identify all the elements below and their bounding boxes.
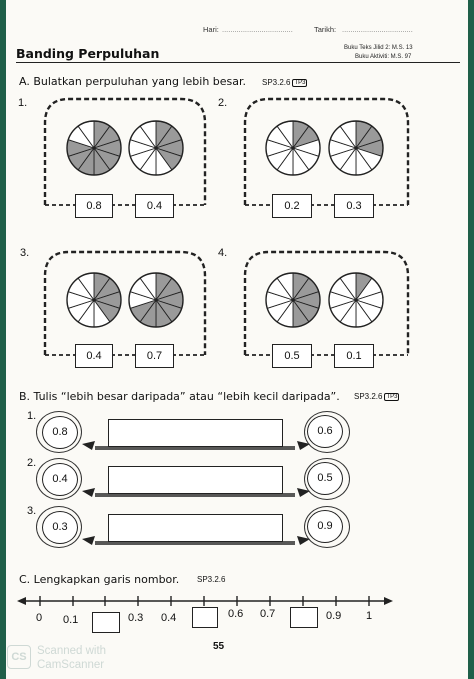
number-line-blank[interactable] [92, 612, 120, 633]
scanner-watermark-line1: Scanned with [37, 645, 107, 657]
tick-label: 0.3 [128, 612, 144, 624]
tarikh-field[interactable]: .................................. [342, 25, 413, 34]
tick-label: 1 [366, 610, 373, 622]
right-decimal-bubble: 0.6 [307, 415, 343, 448]
decimal-box[interactable]: 0.8 [75, 194, 113, 218]
scanner-watermark-line2: CamScanner [37, 659, 105, 671]
number-line-blank[interactable] [290, 607, 318, 628]
tarikh-label: Tarikh: [314, 25, 337, 34]
item-number: 1. [18, 97, 28, 109]
decimal-box[interactable]: 0.5 [272, 344, 312, 368]
item-number: 2. [27, 457, 37, 469]
section-c-standard: SP3.2.6 [197, 575, 226, 584]
decimal-box[interactable]: 0.1 [334, 344, 374, 368]
section-b-standard: SP3.2.6 TP3 [354, 392, 398, 401]
page-title: Banding Perpuluhan [16, 46, 160, 61]
tick-label: 0.4 [161, 612, 177, 624]
section-c-heading: C. Lengkapkan garis nombor. [19, 573, 180, 586]
item-number: 2. [218, 97, 228, 109]
page-number: 55 [213, 641, 225, 652]
textbook-reference: Buku Teks Jilid 2: M.S. 13 [344, 45, 413, 51]
tick-label: 0.1 [63, 614, 79, 626]
right-decimal-bubble: 0.9 [307, 510, 343, 543]
tick-label: 0.9 [326, 610, 342, 622]
left-decimal-bubble: 0.4 [42, 463, 78, 496]
decimal-box[interactable]: 0.2 [272, 194, 312, 218]
decimal-box[interactable]: 0.4 [135, 194, 174, 218]
item-number: 4. [218, 247, 228, 259]
hari-field[interactable]: .................................. [222, 25, 293, 34]
item-number: 3. [20, 247, 30, 259]
left-decimal-bubble: 0.8 [42, 416, 78, 449]
number-line-blank[interactable] [192, 607, 218, 628]
section-b-heading: B. Tulis “lebih besar daripada” atau “lebih kecil daripada”. [19, 390, 340, 403]
right-decimal-bubble: 0.5 [307, 462, 343, 495]
tick-label: 0 [36, 612, 43, 624]
section-a-heading: A. Bulatkan perpuluhan yang lebih besar. [19, 75, 247, 88]
activity-book-reference: Buku Aktiviti: M.S. 97 [355, 54, 412, 60]
item-number: 3. [27, 505, 37, 517]
tick-label: 0.7 [260, 608, 276, 620]
item-number: 1. [27, 410, 37, 422]
hari-label: Hari: [203, 25, 219, 34]
left-decimal-bubble: 0.3 [42, 511, 78, 544]
decimal-box[interactable]: 0.4 [75, 344, 113, 368]
camscanner-logo: CS [7, 645, 31, 669]
tp-badge: TP3 [294, 80, 306, 86]
section-a-standard: SP3.2.6 TP3 [262, 78, 306, 87]
tp-badge: TP3 [386, 394, 398, 400]
decimal-box[interactable]: 0.7 [135, 344, 174, 368]
decimal-box[interactable]: 0.3 [334, 194, 374, 218]
tick-label: 0.6 [228, 608, 244, 620]
